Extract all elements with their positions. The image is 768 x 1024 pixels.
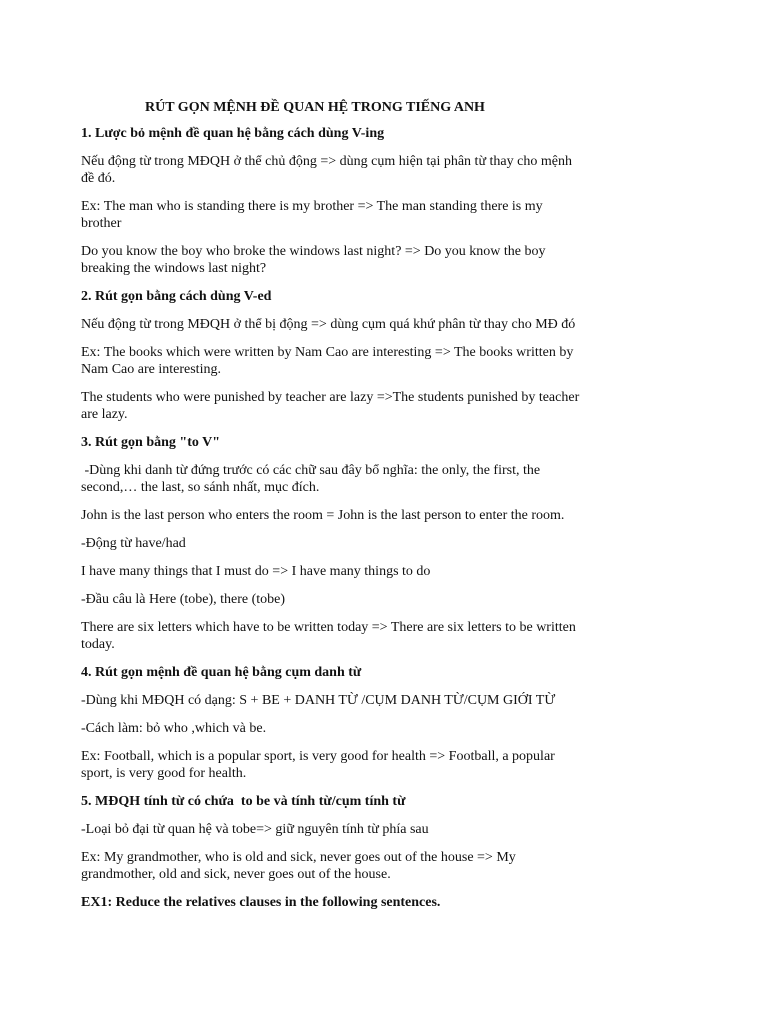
example-paragraph: The students who were punished by teacher are lazy =>The students punished by teacher are lazy. bbox=[81, 390, 580, 422]
paragraph: -Động từ have/had bbox=[81, 536, 186, 551]
document-body bbox=[81, 125, 581, 922]
document-title: RÚT GỌN MỆNH ĐỀ QUAN HỆ TRONG TIẾNG ANH bbox=[145, 100, 485, 115]
example-paragraph: Ex: The man who is standing there is my brother => The man standing there is my brother bbox=[81, 199, 543, 231]
section-heading: 4. Rút gọn mệnh đề quan hệ bằng cụm danh từ bbox=[81, 665, 362, 680]
example-paragraph: John is the last person who enters the room = John is the last person to enter the room. bbox=[81, 508, 565, 523]
section-heading: 3. Rút gọn bằng "to V" bbox=[81, 435, 220, 450]
example-paragraph: I have many things that I must do => I have many things to do bbox=[81, 564, 431, 579]
paragraph: Nếu động từ trong MĐQH ở thể bị động => dùng cụm quá khứ phân từ thay cho MĐ đó bbox=[81, 317, 576, 332]
section-heading: 2. Rút gọn bằng cách dùng V-ed bbox=[81, 289, 272, 304]
paragraph: -Dùng khi MĐQH có dạng: S + BE + DANH TỪ /CỤM DANH TỪ/CỤM GIỚI TỪ bbox=[81, 693, 556, 708]
paragraph: Nếu động từ trong MĐQH ở thể chủ động => dùng cụm hiện tại phân từ thay cho mệnh đề đó. bbox=[81, 154, 572, 186]
example-paragraph: There are six letters which have to be written today => There are six letters to be written today. bbox=[81, 620, 576, 652]
paragraph: -Cách làm: bỏ who ,which và be. bbox=[81, 721, 267, 736]
section-heading: 5. MĐQH tính từ có chứa to be và tính từ/cụm tính từ bbox=[81, 794, 406, 809]
paragraph: -Dùng khi danh từ đứng trước có các chữ sau đây bổ nghĩa: the only, the first, the second,… the last, so sánh nhất, mục đích. bbox=[81, 463, 544, 495]
section-heading: 1. Lược bỏ mệnh đề quan hệ bằng cách dùng V-ing bbox=[81, 126, 385, 141]
example-paragraph: Ex: The books which were written by Nam Cao are interesting => The books written by Nam Cao are interesting. bbox=[81, 345, 574, 377]
example-paragraph: Do you know the boy who broke the windows last night? => Do you know the boy breaking the windows last night? bbox=[81, 244, 546, 276]
example-paragraph: Ex: Football, which is a popular sport, is very good for health => Football, a popular sport, is very good for health. bbox=[81, 749, 555, 781]
exercise-heading: EX1: Reduce the relatives clauses in the following sentences. bbox=[81, 895, 441, 910]
paragraph: -Đầu câu là Here (tobe), there (tobe) bbox=[81, 592, 286, 607]
paragraph: -Loại bỏ đại từ quan hệ và tobe=> giữ nguyên tính từ phía sau bbox=[81, 822, 429, 837]
example-paragraph: Ex: My grandmother, who is old and sick, never goes out of the house => My grandmother, old and sick, never goes out of the house. bbox=[81, 850, 516, 882]
